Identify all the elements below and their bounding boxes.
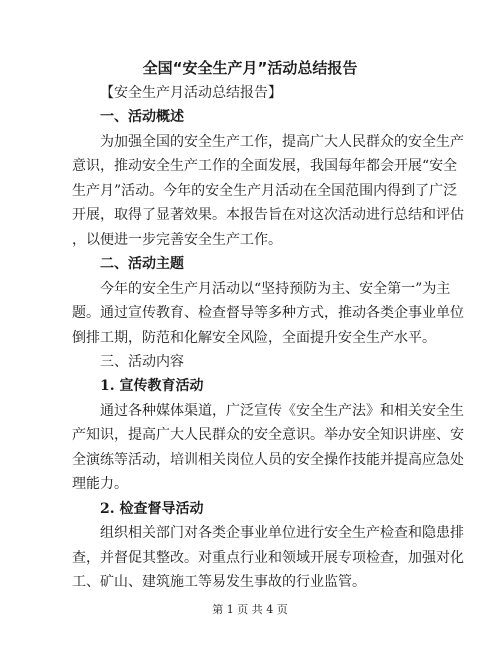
paragraph-line: 为加强全国的安全生产工作，提高广大人民群众的安全生产 (100, 134, 464, 150)
paragraph-line: 组织相关部门对各类企事业单位进行安全生产检查和隐患排 (100, 525, 464, 541)
paragraph-line: 开展，取得了显著效果。本报告旨在对这次活动进行总结和评估 (72, 207, 464, 223)
paragraph-line: ，以便进一步完善安全生产工作。 (72, 232, 282, 248)
subsection-heading-inspection: 2. 检查督导活动 (100, 501, 204, 517)
paragraph-line: 工、矿山、建筑施工等易发生事故的行业监管。 (72, 574, 366, 590)
section-heading-overview: 一、活动概述 (100, 109, 184, 125)
document-title: 全国“安全生产月”活动总结报告 (142, 59, 358, 77)
paragraph-line: 意识，推动安全生产工作的全面发展，我国每年都会开展“安全 (72, 158, 458, 174)
paragraph-line: 查，并督促其整改。对重点行业和领域开展专项检查，加强对化 (72, 550, 464, 566)
paragraph-line: 今年的安全生产月活动以“坚持预防为主、安全第一”为主 (100, 281, 451, 297)
paragraph-line: 倒排工期，防范和化解安全风险，全面提升安全生产水平。 (72, 330, 436, 346)
section-heading-content: 三、活动内容 (100, 354, 184, 370)
paragraph-line: 理能力。 (72, 476, 128, 492)
report-tag: 【安全生产月活动总结报告】 (100, 85, 282, 101)
paragraph-line: 全演练等活动，培训相关岗位人员的安全操作技能并提高应急处 (72, 452, 464, 468)
section-heading-theme: 二、活动主题 (100, 256, 184, 272)
subsection-heading-publicity: 1. 宣传教育活动 (100, 378, 204, 394)
paragraph-line: 产知识，提高广大人民群众的安全意识。举办安全知识讲座、安 (72, 427, 464, 443)
paragraph-line: 生产月”活动。今年的安全生产月活动在全国范围内得到了广泛 (72, 183, 458, 199)
page-footer: 第 1 页 共 4 页 (212, 603, 288, 616)
paragraph-line: 通过各种媒体渠道，广泛宣传《安全生产法》和相关安全生 (100, 403, 464, 419)
paragraph-line: 题。通过宣传教育、检查督导等多种方式，推动各类企事业单位 (72, 305, 464, 321)
